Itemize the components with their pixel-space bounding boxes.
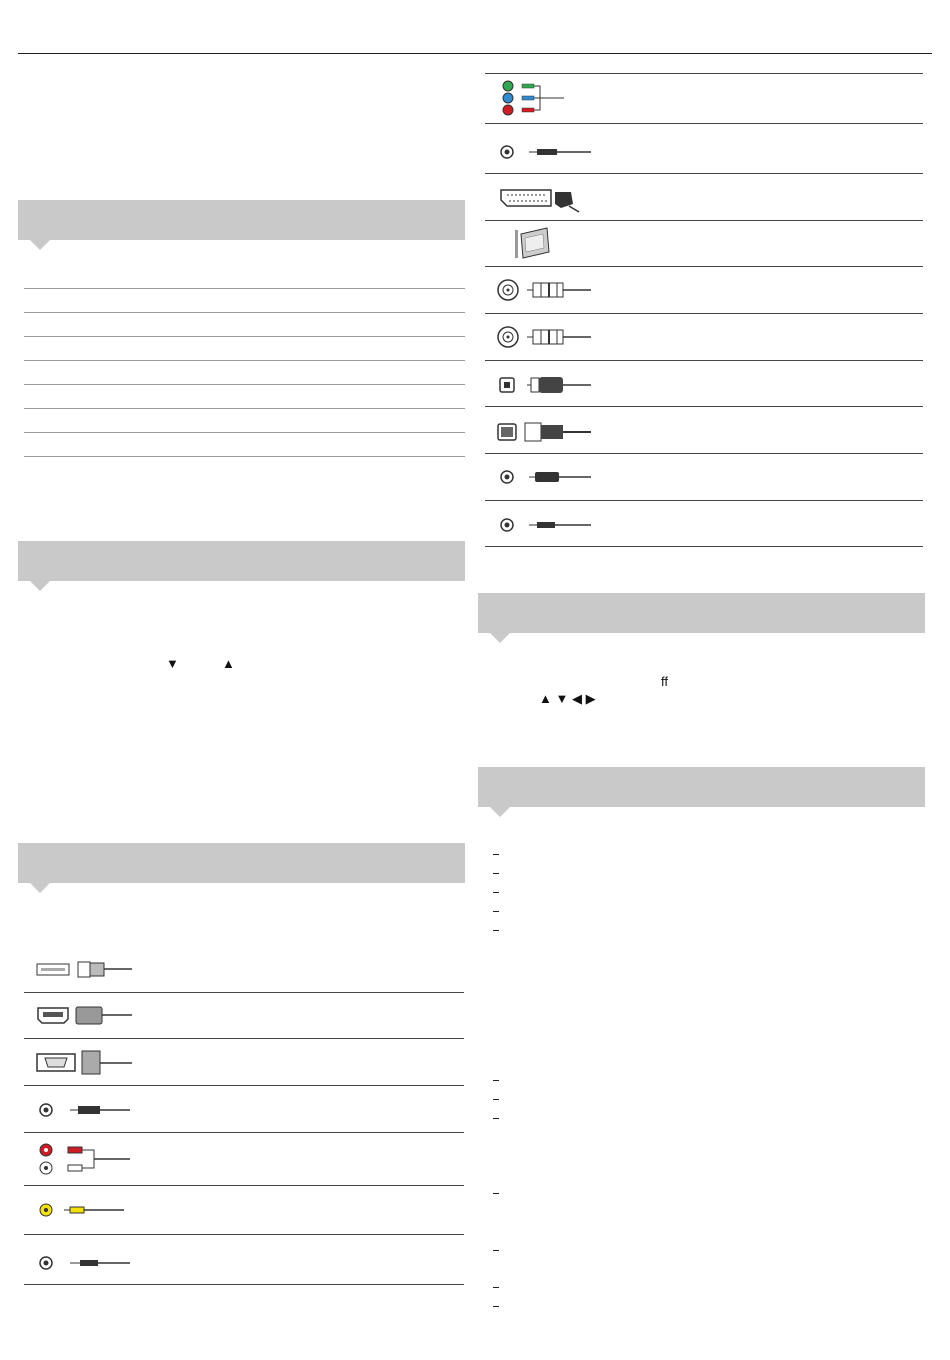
list-dash (493, 1080, 499, 1081)
list-dash (493, 1306, 499, 1307)
hdmi-icon (36, 1005, 136, 1027)
connector-row-rule (485, 500, 923, 501)
connector-row-rule (24, 1234, 464, 1235)
section-banner-4 (478, 593, 925, 633)
section-banner-1 (18, 200, 465, 240)
connector-row-rule (24, 1085, 464, 1086)
composite-video-icon (38, 1200, 138, 1220)
list-dash (493, 1099, 499, 1100)
navigation-arrows-icon: ▲ ▼ ◀ ▶ (539, 691, 596, 706)
connector-row-rule (485, 313, 923, 314)
list-dash (493, 892, 499, 893)
connector-row-rule (485, 220, 923, 221)
rf-satellite-icon (497, 325, 597, 349)
table-rule (24, 408, 465, 409)
component-video-icon (500, 80, 600, 116)
ci-card-icon (513, 226, 553, 260)
rf-antenna-icon (497, 278, 597, 302)
list-dash (493, 911, 499, 912)
connector-row-rule (485, 453, 923, 454)
scart-icon (499, 184, 589, 214)
connector-row-rule (24, 1185, 464, 1186)
audio-jack-icon (499, 142, 599, 162)
table-rule (24, 312, 465, 313)
minijack-icon (499, 515, 599, 535)
table-rule (24, 456, 465, 457)
minijack-icon (38, 1253, 138, 1273)
connector-row-rule (24, 1284, 464, 1285)
headphone-icon (499, 467, 599, 487)
vga-icon (36, 1050, 136, 1076)
list-dash (493, 930, 499, 931)
list-dash (493, 1250, 499, 1251)
section-banner-5 (478, 767, 925, 807)
table-rule (24, 432, 465, 433)
connector-row-rule (485, 173, 923, 174)
table-rule (24, 360, 465, 361)
list-dash (493, 1118, 499, 1119)
connector-row-rule (485, 266, 923, 267)
header-rule (18, 53, 932, 54)
connector-row-rule (24, 1132, 464, 1133)
table-rule (24, 288, 465, 289)
audio-jack-icon (38, 1100, 138, 1120)
list-dash (493, 854, 499, 855)
rca-audio-icon (38, 1141, 138, 1177)
list-dash (493, 1287, 499, 1288)
usb-icon (36, 960, 136, 982)
connector-row-rule (485, 73, 923, 74)
connector-row-rule (485, 123, 923, 124)
ligature-glyph: ff (661, 674, 668, 689)
connector-row-rule (24, 1038, 464, 1039)
connector-row-rule (485, 546, 923, 547)
connector-row-rule (24, 992, 464, 993)
section-banner-3 (18, 843, 465, 883)
table-rule (24, 336, 465, 337)
connector-row-rule (485, 360, 923, 361)
connector-row-rule (485, 406, 923, 407)
section-banner-2 (18, 541, 465, 581)
lan-icon (497, 419, 597, 445)
channel-up-icon: ▲ (222, 656, 235, 671)
channel-down-icon: ▼ (166, 656, 179, 671)
table-rule (24, 384, 465, 385)
list-dash (493, 873, 499, 874)
optical-audio-icon (499, 374, 599, 396)
list-dash (493, 1193, 499, 1194)
